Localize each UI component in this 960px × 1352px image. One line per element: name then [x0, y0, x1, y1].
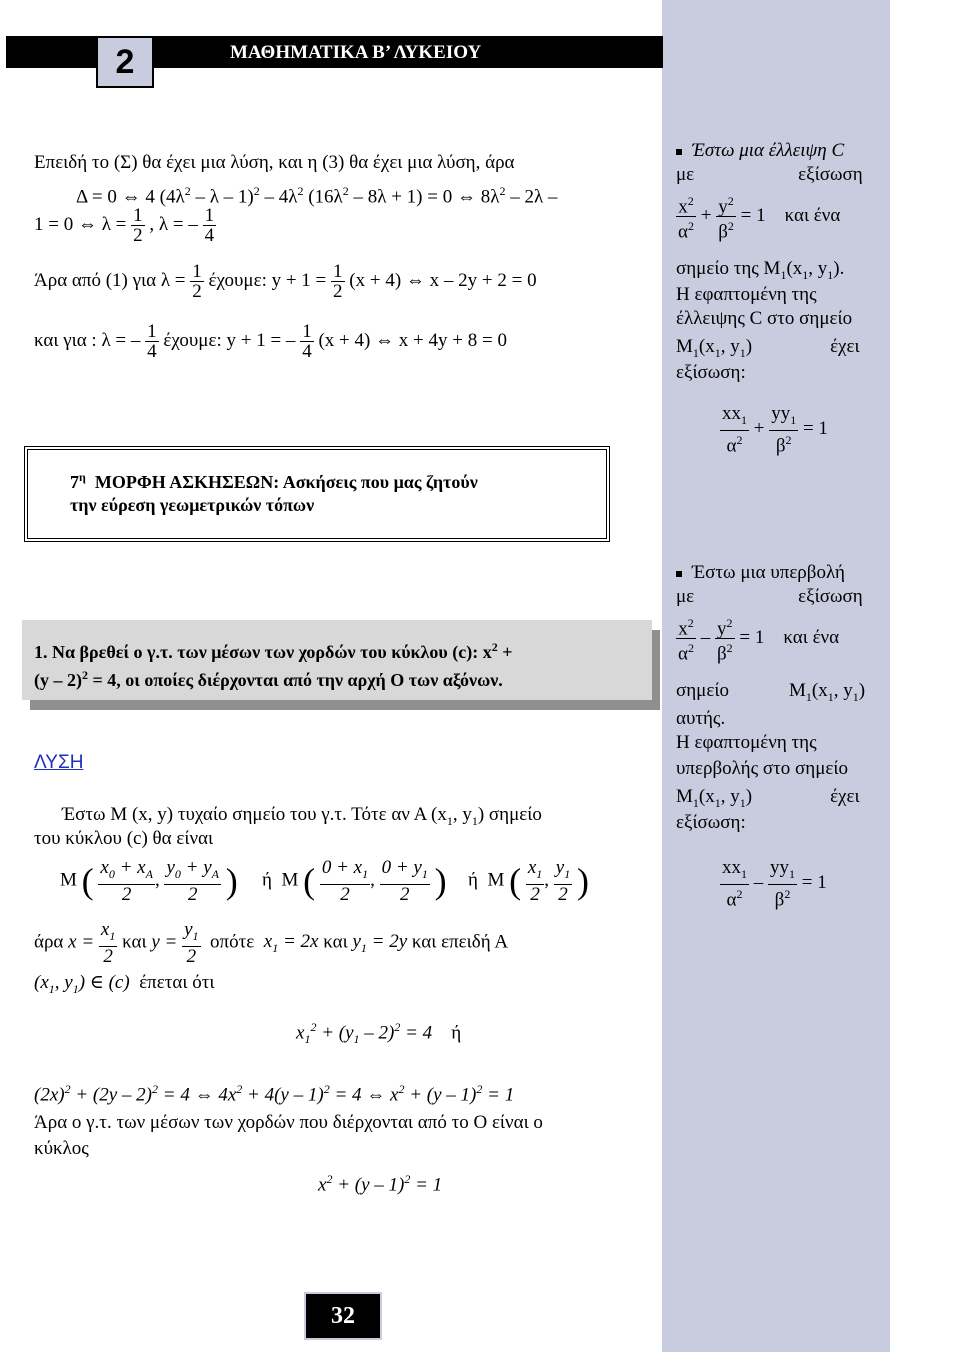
intro-line-3: 1 = 0 ⇔ λ = $\frac{1}{2}$ , λ = – $\frac{1}{4}$	[34, 205, 215, 246]
ellipse-tangent-1: Η εφαπτομένη της	[676, 284, 817, 305]
ellipse-tangent-point: $M_1(x_1$, $y_1$) έχει	[676, 336, 860, 360]
hyperbola-tangent-point: $M_1(x_1$, $y_1$) έχει	[676, 786, 860, 810]
ellipse-intro: Έστω μια έλλειψη C	[676, 140, 844, 162]
hence-line: άρα x = $\frac{x_1}{2}$ και y = $\frac{y_1}{2}$ οπότε $x_1 = 2x$ και $y_1 = 2y$ και επειδή Α	[34, 919, 509, 967]
hyperbola-point: σημείο $M_1(x_1$, $y_1$)	[676, 680, 866, 704]
solution-label: ΛΥΣΗ	[34, 752, 84, 773]
result-equation: $x^2 + (y - 1)^2 = 1$	[318, 1172, 443, 1196]
chapter-number: 2	[96, 36, 154, 88]
hyperbola-equation: $\frac{x^2}{\alpha^2}$ – $\frac{y^2}{\beta^2}$ = 1 και ένα	[678, 616, 840, 665]
ellipse-point: σημείο της $M_1(x_1$, $y_1$).	[676, 258, 845, 282]
header-title: ΜΑΘΗΜΑΤΙΚΑ Β’ ΛΥΚΕΙΟΥ	[150, 36, 663, 68]
midpoint-formula-1: Μ ( $\frac{x_0 + x_A}{2}$ , $\frac{y_0 + y_A}{2}$ )	[60, 857, 238, 905]
hyperbola-tangent-1: Η εφαπτομένη της	[676, 732, 817, 753]
intro-line-4: Άρα από (1) για λ = $\frac{1}{2}$ έχουμε: y + 1 = $\frac{1}{2}$ (x + 4) ⇔ x – 2y + 2 = 0	[34, 261, 537, 302]
hyperbola-intro: Έστω μια υπερβολή	[676, 562, 845, 584]
equation-circle-1: $x_1^2 + (y_1 - 2)^2 = 4$ ή	[296, 1020, 462, 1047]
bullet-icon	[676, 149, 682, 155]
belongs-line: ($x_1$, $y_1$) ∈ (c) έπεται ότι	[34, 972, 215, 996]
midpoint-formula-3: ή Μ ( $\frac{x_1}{2}$ , $\frac{y_1}{2}$ )	[468, 857, 589, 905]
ellipse-intro-2: με εξίσωση	[676, 164, 863, 185]
exercise-line-1: 1. Να βρεθεί ο γ.τ. των μέσων των χορδών του κύκλου (c): $x^2$ +	[34, 640, 513, 662]
section-7-title: $7^\eta$ ΜΟΡΦΗ ΑΣΚΗΣΕΩΝ: Ασκήσεις που μας ζητούν	[70, 470, 478, 492]
hyperbola-tangent-2: υπερβολής στο σημείο	[676, 758, 848, 779]
ellipse-tangent-equation: $\frac{xx_1}{\alpha^2}$ + $\frac{yy_1}{\beta^2}$ = 1	[722, 403, 828, 457]
solution-line-2: του κύκλου (c) θα είναι	[34, 828, 214, 849]
equation-chain: $(2x)^2 + (2y - 2)^2 = 4$ ⇔ $4x^2 + 4(y - 1)^2 = 4$ ⇔ $x^2 + (y - 1)^2 = 1$	[34, 1082, 515, 1106]
intro-line-5: και για : λ = – $\frac{1}{4}$ έχουμε: y + 1 = – $\frac{1}{4}$ (x + 4) ⇔ x + 4y + 8 = 0	[34, 321, 507, 362]
conclusion-line-1: Άρα ο γ.τ. των μέσων των χορδών που διέρχονται από το Ο είναι ο	[34, 1112, 543, 1133]
hyperbola-equation-label: εξίσωση:	[676, 812, 746, 833]
bullet-icon	[676, 571, 682, 577]
section-7-subtitle: την εύρεση γεωμετρικών τόπων	[70, 495, 315, 515]
hyperbola-tangent-equation: $\frac{xx_1}{\alpha^2}$ – $\frac{yy_1}{\beta^2}$ = 1	[722, 857, 827, 911]
page-number: 32	[304, 1292, 382, 1340]
exercise-line-2: (y – 2)$^2$ = 4, οι οποίες διέρχονται από την αρχή Ο των αξόνων.	[34, 668, 503, 690]
ellipse-equation: $\frac{x^2}{\alpha^2}$ + $\frac{y^2}{\beta^2}$ = 1 και ένα	[678, 194, 841, 243]
ellipse-tangent-2: έλλειψης C στο σημείο	[676, 308, 853, 329]
ellipse-equation-label: εξίσωση:	[676, 362, 746, 383]
hyperbola-intro-2: με εξίσωση	[676, 586, 863, 607]
conclusion-line-2: κύκλος	[34, 1138, 89, 1159]
intro-line-1: Επειδή το (Σ) θα έχει μια λύση, και η (3) θα έχει μια λύση, άρα	[34, 152, 515, 173]
hyperbola-its: αυτής.	[676, 708, 726, 729]
solution-line-1: Έστω Μ (x, y) τυχαίο σημείο του γ.τ. Τότε αν Α ($x_1$, $y_1$) σημείο	[62, 804, 542, 828]
intro-line-2: Δ = 0 ⇔ 4 ($4\lambda^2$ – λ – $1)^2 - 4\lambda^2$ $(16\lambda^2 - 8\lambda + 1) = 0$ ⇔ $8\lambda^2 - 2\lambda$ –	[76, 184, 558, 208]
midpoint-formula-2: ή Μ ( $\frac{0 + x_1}{2}$ , $\frac{0 + y_1}{2}$ )	[262, 857, 447, 905]
